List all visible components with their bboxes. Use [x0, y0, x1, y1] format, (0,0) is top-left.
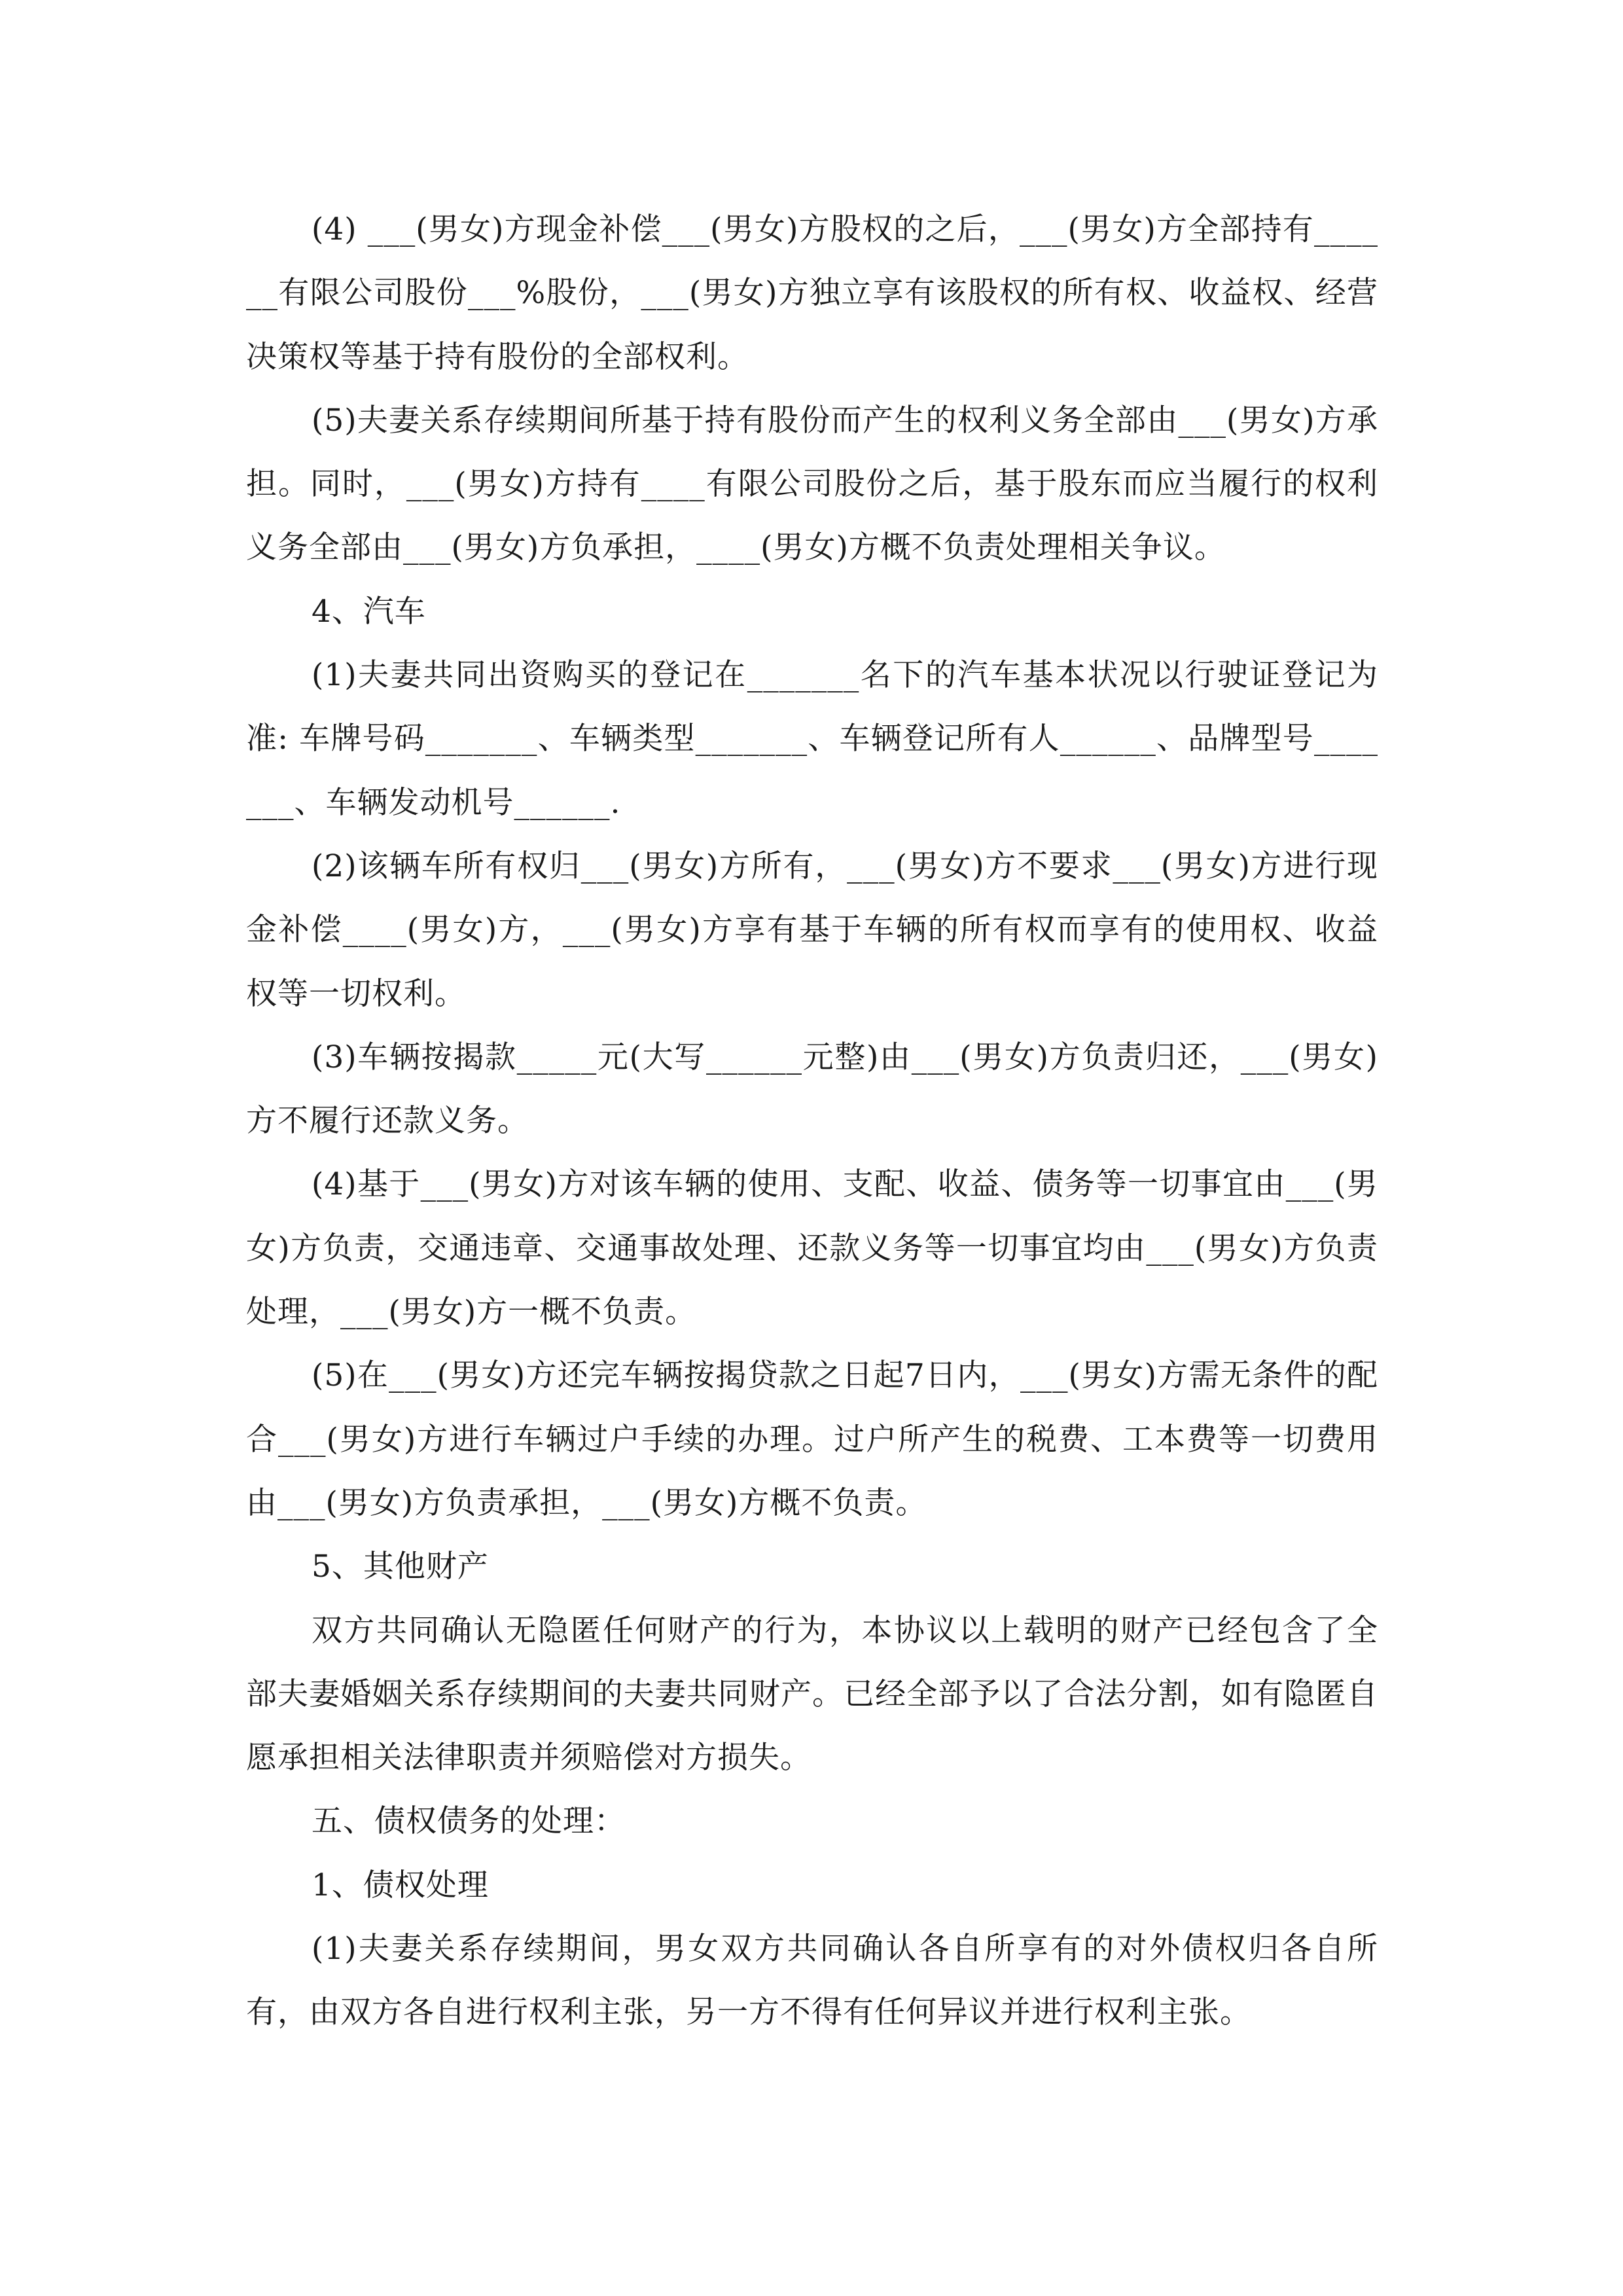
document-body: [246, 198, 1378, 2045]
paragraph-car-responsibility: (4)基于___(男女)方对该车辆的使用、支配、收益、债务等一切事宜由___(男女)方负责，交通违章、交通事故处理、还款义务等一切事宜均由___(男女)方负责处理，___(男女)方一概不负责。: [246, 1166, 1378, 1331]
paragraph-equity-compensation: (4) ___(男女)方现金补偿___(男女)方股权的之后，___(男女)方全部持有______有限公司股份___%股份，___(男女)方独立享有该股权的所有权、收益权、经营决策权等基于持有股份的全部权利。: [246, 211, 1378, 375]
paragraph-credit-handling: (1)夫妻关系存续期间，男女双方共同确认各自所享有的对外债权归各自所有，由双方各自进行权利主张，另一方不得有任何异议并进行权利主张。: [246, 1931, 1378, 2031]
paragraph-car-mortgage: (3)车辆按揭款_____元(大写______元整)由___(男女)方负责归还，___(男女)方不履行还款义务。: [246, 1039, 1378, 1139]
paragraph-equity-obligations: (5)夫妻关系存续期间所基于持有股份而产生的权利义务全部由___(男女)方承担。同时，___(男女)方持有____有限公司股份之后，基于股东而应当履行的权利义务全部由___(男女)方负承担，____(男女)方概不负责处理相关争议。: [246, 402, 1378, 566]
paragraph-car-registration: (1)夫妻共同出资购买的登记在_______名下的汽车基本状况以行驶证登记为准: 车牌号码_______、车辆类型_______、车辆登记所有人______、品牌型号_______、车辆发动机号______.: [246, 657, 1378, 821]
section-heading-car: 4、汽车: [312, 593, 426, 630]
paragraph-car-ownership: (2)该辆车所有权归___(男女)方所有，___(男女)方不要求___(男女)方进行现金补偿____(男女)方，___(男女)方享有基于车辆的所有权而享有的使用权、收益权等一切权利。: [246, 848, 1378, 1012]
section-heading-debts: 五、债权债务的处理：: [312, 1803, 626, 1840]
section-heading-credit: 1、债权处理: [312, 1867, 489, 1903]
section-heading-other-property: 5、其他财产: [312, 1549, 489, 1585]
paragraph-other-property: 双方共同确认无隐匿任何财产的行为，本协议以上载明的财产已经包含了全部夫妻婚姻关系存续期间的夫妻共同财产。已经全部予以了合法分割，如有隐匿自愿承担相关法律职责并须赔偿对方损失。: [246, 1612, 1378, 1776]
paragraph-car-transfer: (5)在___(男女)方还完车辆按揭贷款之日起7日内，___(男女)方需无条件的配合___(男女)方进行车辆过户手续的办理。过户所产生的税费、工本费等一切费用由___(男女)方负责承担，___(男女)方概不负责。: [246, 1357, 1378, 1521]
